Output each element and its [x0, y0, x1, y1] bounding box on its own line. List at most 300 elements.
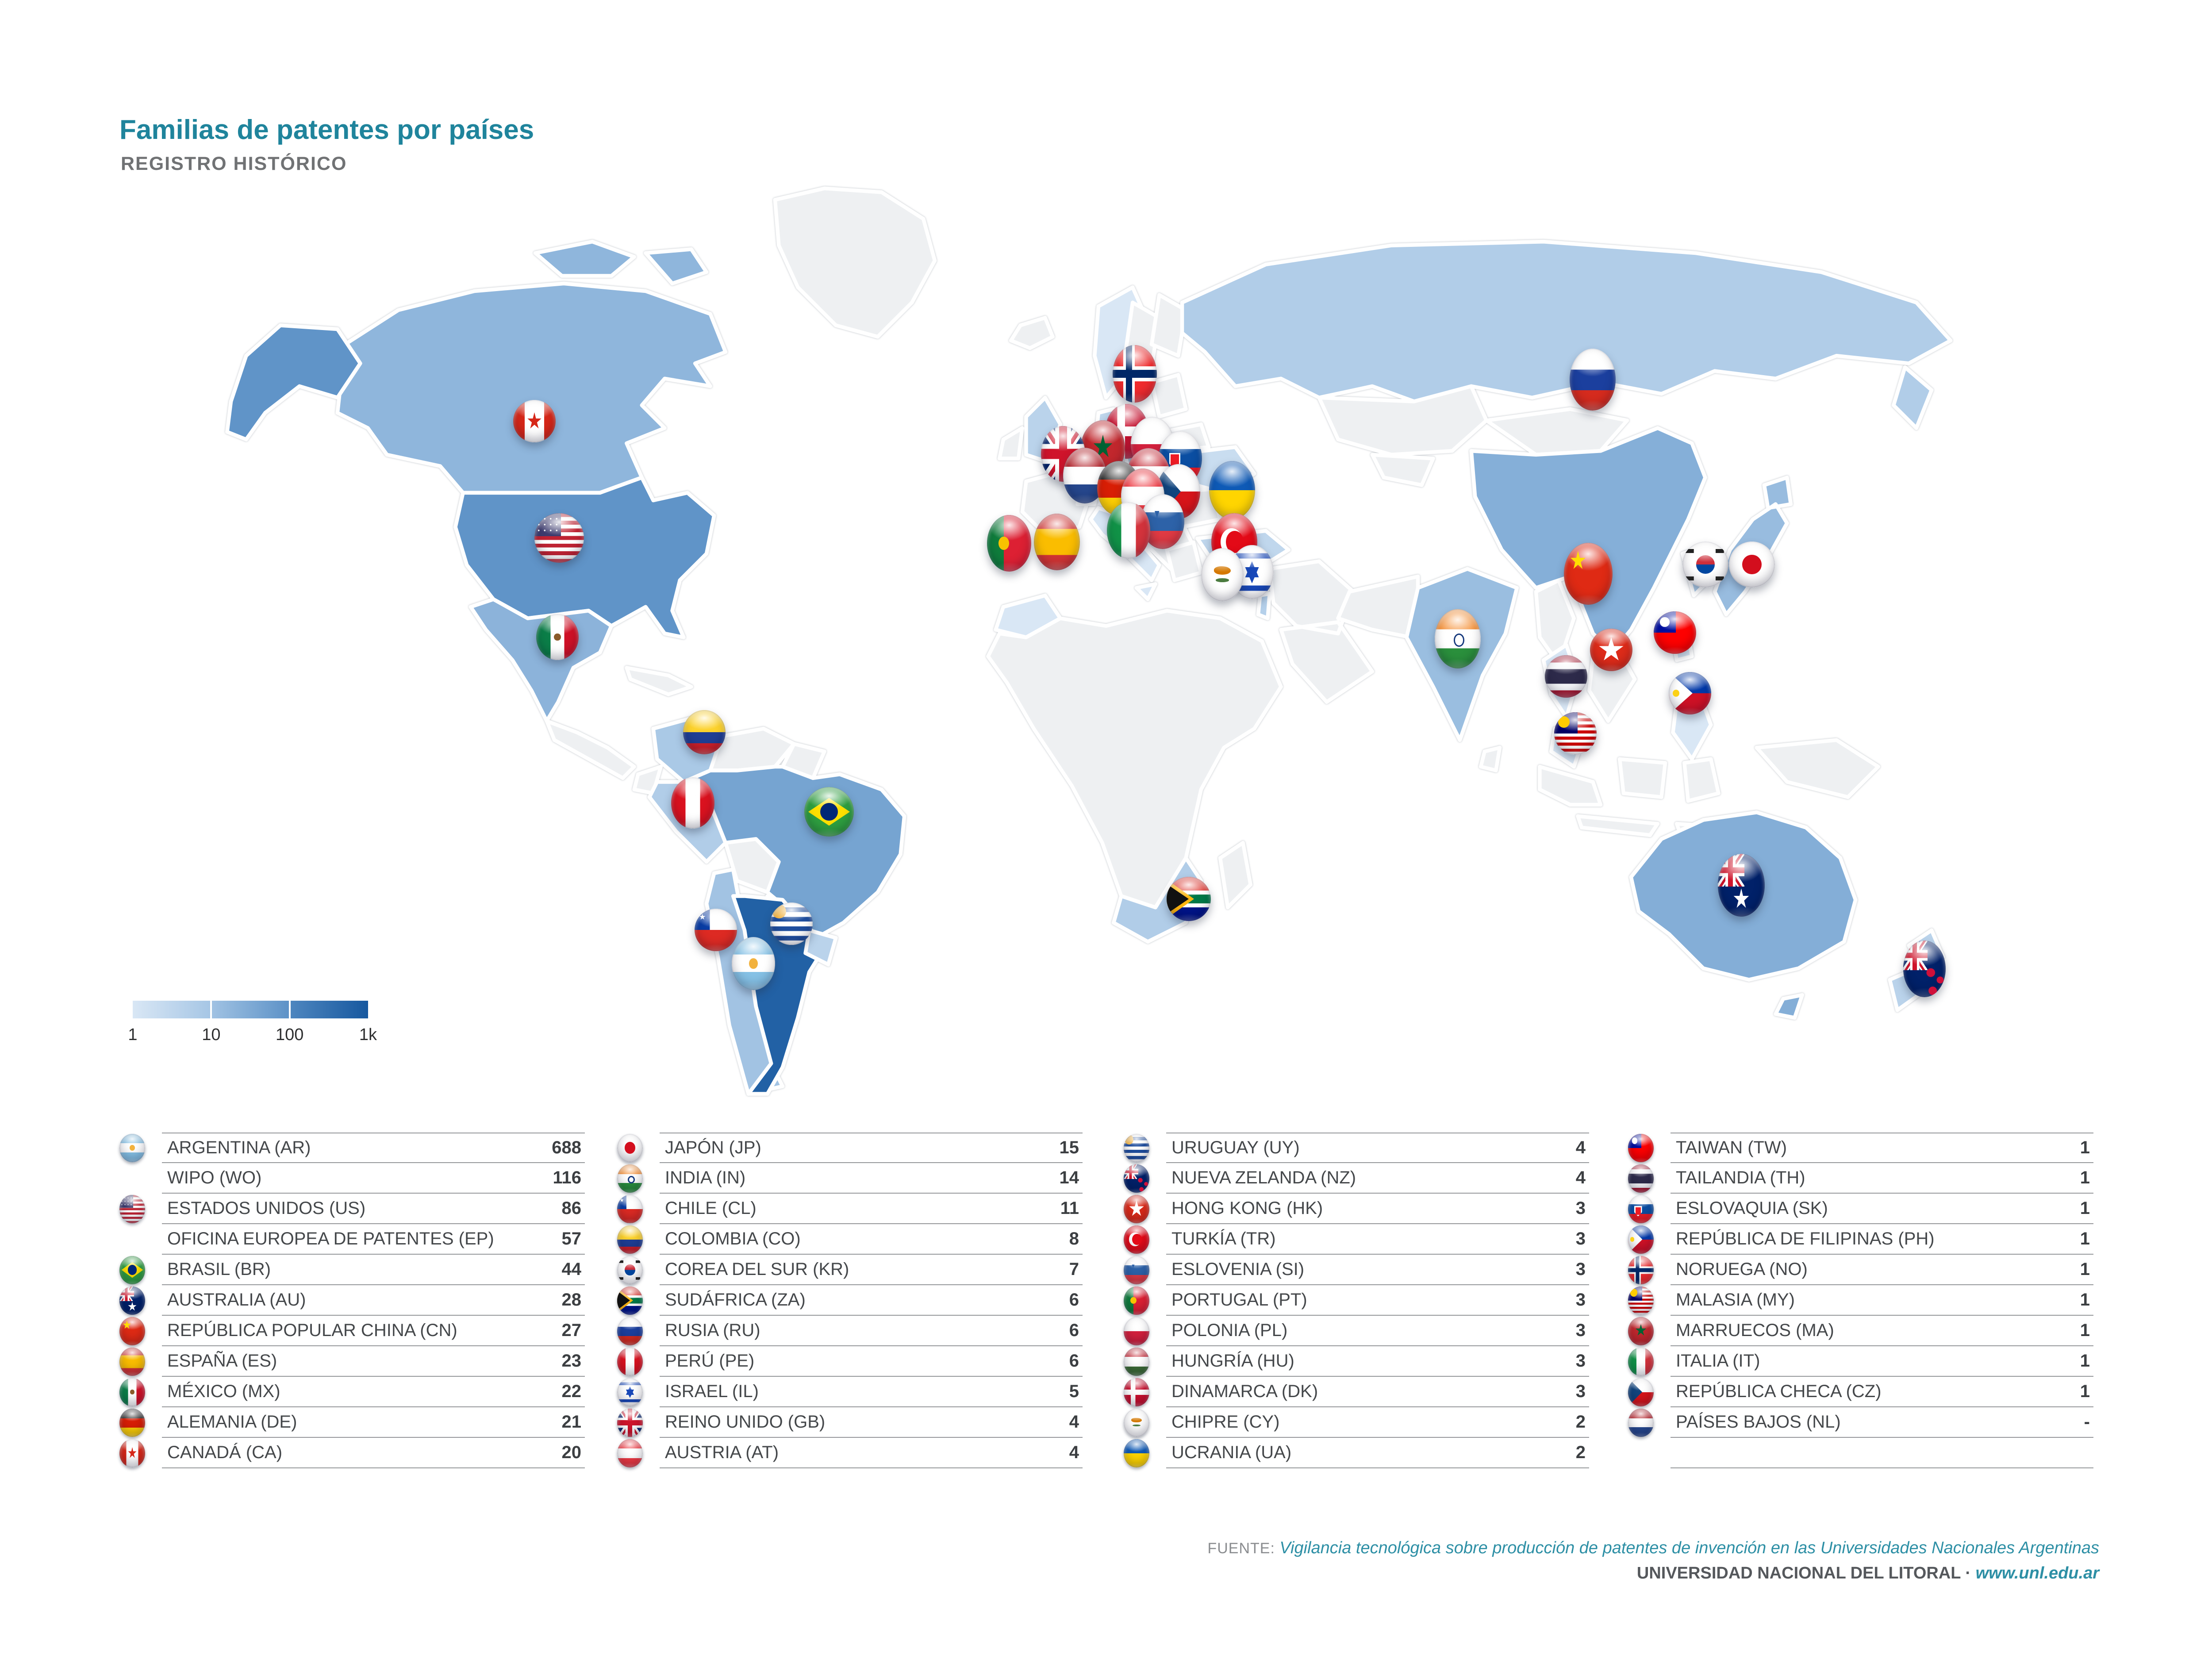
- ua-flag-icon: [1124, 1439, 1149, 1467]
- map-marker-ph: [1669, 672, 1711, 714]
- ph-flag-icon: [1628, 1225, 1654, 1254]
- map-marker-za: [1167, 877, 1211, 921]
- flag-cell: [1124, 1286, 1166, 1315]
- country-value: 1: [2080, 1168, 2090, 1187]
- cn-flag-icon: [119, 1317, 145, 1345]
- row-line: [162, 1316, 585, 1346]
- cz-flag-icon: [1628, 1378, 1654, 1406]
- union-jack-icon: [119, 1286, 134, 1301]
- flag-cell: [617, 1195, 660, 1223]
- country-name: PERÚ (PE): [665, 1351, 755, 1371]
- gloss-highlight: [617, 1348, 643, 1376]
- table-row: [617, 1346, 1083, 1377]
- table-row: [119, 1133, 585, 1163]
- flag-cell: [119, 1286, 162, 1315]
- flag-cell: [1628, 1409, 1671, 1437]
- gloss-highlight: [1682, 541, 1728, 588]
- table-row: [1628, 1255, 2093, 1285]
- flag-cell: [1124, 1256, 1166, 1284]
- country-name: NORUEGA (NO): [1676, 1260, 1808, 1279]
- th-flag-icon: [1545, 655, 1587, 698]
- table-column-3: [1124, 1133, 1589, 1468]
- ca-flag-icon: [119, 1439, 145, 1467]
- country-name: HUNGRÍA (HU): [1171, 1351, 1294, 1371]
- country-value: 3: [1575, 1382, 1586, 1401]
- country-name: ESTADOS UNIDOS (US): [167, 1198, 366, 1218]
- legend-tick-1k: 1k: [359, 1025, 377, 1044]
- country-name: AUSTRIA (AT): [665, 1443, 779, 1462]
- gloss-highlight: [1124, 1317, 1149, 1345]
- pl-flag-icon: [1124, 1317, 1149, 1345]
- table-row: [617, 1163, 1083, 1194]
- gloss-highlight: [1564, 543, 1613, 605]
- table-row: [1124, 1224, 1589, 1255]
- flag-cell: [1628, 1195, 1671, 1223]
- map-legend: [128, 1001, 377, 1048]
- my-flag-icon: [1628, 1286, 1654, 1315]
- tr-flag-icon: [1124, 1225, 1149, 1254]
- flag-cell: [617, 1286, 660, 1315]
- row-line: [1671, 1346, 2093, 1377]
- ca-flag-icon: [119, 1439, 145, 1467]
- gloss-highlight: [1628, 1286, 1654, 1315]
- country-name: OFICINA EUROPEA DE PATENTES (EP): [167, 1229, 494, 1248]
- in-flag-icon: [617, 1164, 643, 1193]
- map-marker-tw: [1654, 611, 1696, 654]
- sk-flag-icon: [1628, 1195, 1654, 1223]
- pt-flag-icon: [987, 515, 1031, 572]
- row-line: [1671, 1194, 2093, 1224]
- cn-flag-icon: [1564, 543, 1613, 605]
- map-marker-uy: [770, 902, 813, 945]
- row-line: [162, 1438, 585, 1468]
- gloss-highlight: [617, 1195, 643, 1223]
- table-row: [1628, 1194, 2093, 1224]
- gloss-highlight: [1628, 1225, 1654, 1254]
- au-flag-icon: [1718, 854, 1765, 917]
- country-value: 21: [561, 1412, 581, 1432]
- map-marker-my: [1554, 712, 1597, 755]
- gloss-highlight: [1729, 541, 1775, 588]
- kr-flag-icon: [617, 1256, 643, 1284]
- country-value: -: [2084, 1412, 2090, 1432]
- row-line: [660, 1255, 1083, 1285]
- table-row: [1628, 1224, 2093, 1255]
- table-row: [119, 1377, 585, 1407]
- website-link[interactable]: www.unl.edu.ar: [1975, 1564, 2099, 1582]
- si-flag-icon: [1124, 1256, 1149, 1284]
- mx-flag-icon: [119, 1378, 145, 1406]
- country-mx: [471, 599, 611, 721]
- row-line: [1166, 1316, 1589, 1346]
- table-row: [617, 1377, 1083, 1407]
- za-flag-icon: [1167, 877, 1211, 921]
- gloss-highlight: [1628, 1317, 1654, 1345]
- br-flag-icon: [119, 1256, 145, 1284]
- gloss-highlight: [617, 1409, 643, 1437]
- row-line: [660, 1133, 1083, 1163]
- gloss-highlight: [1124, 1134, 1149, 1162]
- hu-flag-icon: [1124, 1348, 1149, 1376]
- gloss-highlight: [1124, 1195, 1149, 1223]
- map-marker-us: [534, 513, 584, 563]
- country-value: 1: [2080, 1229, 2090, 1248]
- row-line: [162, 1377, 585, 1407]
- gloss-highlight: [1545, 655, 1587, 698]
- country-value: 7: [1069, 1260, 1079, 1279]
- tr-flag-icon: [1124, 1225, 1149, 1254]
- page-title: Familias de patentes por países: [119, 115, 534, 145]
- flag-cell: [617, 1439, 660, 1467]
- table-row: [119, 1407, 585, 1438]
- cn-flag-icon: [119, 1317, 145, 1345]
- ru-flag-icon: [1570, 349, 1616, 411]
- in-flag-icon: [617, 1164, 643, 1193]
- mx-flag-icon: [536, 614, 579, 660]
- flag-cell: [119, 1409, 162, 1437]
- legend-gradient-bar: [133, 1001, 368, 1018]
- country-value: 116: [553, 1168, 581, 1187]
- country-value: 1: [2080, 1382, 2090, 1401]
- my-flag-icon: [1554, 712, 1597, 755]
- map-marker-nz: [1903, 941, 1946, 997]
- country-name: UCRANIA (UA): [1171, 1443, 1292, 1462]
- hk-flag-icon: [1590, 629, 1632, 671]
- gloss-highlight: [513, 400, 556, 442]
- legend-segment-mid: [212, 1001, 289, 1018]
- row-line: [1671, 1438, 2093, 1468]
- gloss-highlight: [536, 614, 579, 660]
- gloss-highlight: [683, 710, 726, 754]
- country-value: 23: [561, 1351, 581, 1371]
- co-flag-icon: [617, 1225, 643, 1254]
- row-line: [162, 1163, 585, 1194]
- row-line: [1671, 1224, 2093, 1255]
- row-line: [660, 1438, 1083, 1468]
- flag-cell: [617, 1256, 660, 1284]
- country-value: 1: [2080, 1290, 2090, 1310]
- legend-tick-100: 100: [275, 1025, 304, 1044]
- country-value: 15: [1059, 1138, 1079, 1157]
- gloss-highlight: [1124, 1225, 1149, 1254]
- landmass-newguinea: [1757, 740, 1878, 797]
- br-flag-icon: [804, 787, 854, 837]
- country-ca: [338, 242, 726, 493]
- landmass-kazakh: [1319, 386, 1486, 485]
- footer: [1207, 1539, 2099, 1583]
- table-row: [119, 1163, 585, 1194]
- country-name: BRASIL (BR): [167, 1260, 271, 1279]
- gloss-highlight: [1628, 1134, 1654, 1162]
- row-line: [660, 1163, 1083, 1194]
- table-row: [119, 1285, 585, 1316]
- us-flag-icon: [119, 1195, 145, 1223]
- row-line: [162, 1346, 585, 1377]
- gloss-highlight: [1669, 672, 1711, 714]
- ua-flag-icon: [1209, 461, 1255, 519]
- cz-flag-icon: [1628, 1378, 1654, 1406]
- country-name: ESLOVAQUIA (SK): [1676, 1198, 1828, 1218]
- pe-flag-icon: [671, 777, 714, 829]
- country-name: REPÚBLICA CHECA (CZ): [1676, 1382, 1882, 1401]
- gloss-highlight: [617, 1439, 643, 1467]
- sk-flag-icon: [1628, 1195, 1654, 1223]
- gloss-highlight: [617, 1317, 643, 1345]
- flag-cell: [617, 1348, 660, 1376]
- source-text: Vigilancia tecnológica sobre producción de patentes de invención en las Universidades Nacionales Argentinas: [1279, 1539, 2099, 1557]
- table-row: [119, 1316, 585, 1346]
- map-marker-pe: [671, 777, 714, 829]
- gloss-highlight: [119, 1439, 145, 1467]
- uy-flag-icon: [1124, 1134, 1149, 1162]
- flag-cell: [1628, 1348, 1671, 1376]
- table-row: [1628, 1377, 2093, 1407]
- ph-flag-icon: [1628, 1225, 1654, 1254]
- country-us-alaska: [227, 325, 360, 439]
- gloss-highlight: [1590, 629, 1632, 671]
- kr-flag-icon: [617, 1256, 643, 1284]
- cl-flag-icon: [617, 1195, 643, 1223]
- flag-cell: [1124, 1317, 1166, 1345]
- gb-flag-icon: [617, 1409, 643, 1437]
- row-line: [660, 1346, 1083, 1377]
- country-value: 1: [2080, 1198, 2090, 1218]
- flag-cell: [1628, 1164, 1671, 1193]
- map-marker-hk: [1590, 629, 1632, 671]
- country-name: MALASIA (MY): [1676, 1290, 1795, 1310]
- ma-flag-icon: [1628, 1317, 1654, 1345]
- country-name: INDIA (IN): [665, 1168, 746, 1187]
- country-value: 8: [1069, 1229, 1079, 1248]
- legend-segment-high: [291, 1001, 368, 1018]
- country-value: 4: [1069, 1443, 1079, 1462]
- il-flag-icon: [617, 1378, 643, 1406]
- landmass-baltics: [1152, 375, 1186, 417]
- map-marker-ru: [1570, 349, 1616, 411]
- landmass-srilanka: [1481, 748, 1500, 771]
- table-row: [119, 1438, 585, 1468]
- flag-cell: [119, 1439, 162, 1467]
- dk-flag-icon: [1124, 1378, 1149, 1406]
- es-flag-icon: [119, 1348, 145, 1376]
- country-value: 57: [561, 1229, 581, 1248]
- country-name: ESLOVENIA (SI): [1171, 1260, 1305, 1279]
- cy-flag-icon: [1124, 1409, 1149, 1437]
- table-row: [1628, 1346, 2093, 1377]
- table-row: [617, 1224, 1083, 1255]
- country-name: CHILE (CL): [665, 1198, 757, 1218]
- table-row: [617, 1285, 1083, 1316]
- country-value: 2: [1575, 1412, 1586, 1432]
- row-line: [162, 1285, 585, 1316]
- country-value: 3: [1575, 1260, 1586, 1279]
- country-value: 4: [1069, 1412, 1079, 1432]
- country-name: POLONIA (PL): [1171, 1321, 1288, 1340]
- gloss-highlight: [1435, 609, 1481, 668]
- row-line: [660, 1194, 1083, 1224]
- ma-flag-icon: [1628, 1317, 1654, 1345]
- uy-flag-icon: [1124, 1134, 1149, 1162]
- legend-ticks: [128, 1025, 377, 1048]
- gloss-highlight: [1124, 1378, 1149, 1406]
- country-name: CHIPRE (CY): [1171, 1412, 1280, 1432]
- pe-flag-icon: [617, 1348, 643, 1376]
- it-flag-icon: [1628, 1348, 1654, 1376]
- table-row: [1124, 1255, 1589, 1285]
- table-row: [1628, 1285, 2093, 1316]
- gloss-highlight: [1167, 877, 1211, 921]
- row-line: [1166, 1285, 1589, 1316]
- country-value: 3: [1575, 1321, 1586, 1340]
- gloss-highlight: [119, 1409, 145, 1437]
- row-line: [660, 1407, 1083, 1438]
- page-subtitle: REGISTRO HISTÓRICO: [121, 153, 347, 174]
- table-row: [617, 1316, 1083, 1346]
- organization-name: UNIVERSIDAD NACIONAL DEL LITORAL: [1636, 1564, 1961, 1582]
- country-name: MARRUECOS (MA): [1676, 1321, 1834, 1340]
- row-line: [660, 1224, 1083, 1255]
- us-flag-icon: [534, 513, 584, 563]
- country-name: ALEMANIA (DE): [167, 1412, 297, 1432]
- row-line: [1166, 1194, 1589, 1224]
- flag-cell: [1124, 1195, 1166, 1223]
- flag-cell: [1124, 1409, 1166, 1437]
- cl-flag-icon: [617, 1195, 643, 1223]
- table-row: [1124, 1377, 1589, 1407]
- map-marker-au: [1718, 854, 1765, 917]
- br-flag-icon: [119, 1256, 145, 1284]
- gloss-highlight: [1201, 548, 1244, 601]
- table-row: [1628, 1407, 2093, 1438]
- gloss-highlight: [1124, 1439, 1149, 1467]
- country-name: TURKÍA (TR): [1171, 1229, 1276, 1248]
- ar-flag-icon: [119, 1134, 145, 1162]
- flag-cell: [119, 1134, 162, 1162]
- gloss-highlight: [1124, 1256, 1149, 1284]
- flag-cell: [119, 1348, 162, 1376]
- flag-cell: [1628, 1256, 1671, 1284]
- table-row: [1124, 1346, 1589, 1377]
- table-row: [1124, 1438, 1589, 1468]
- ru-flag-icon: [617, 1317, 643, 1345]
- ua-flag-icon: [1124, 1439, 1149, 1467]
- source-line: [1207, 1539, 2099, 1558]
- mx-flag-icon: [119, 1378, 145, 1406]
- country-name: MÉXICO (MX): [167, 1382, 280, 1401]
- landmass-madagascar: [1220, 843, 1251, 907]
- country-value: 4: [1575, 1168, 1586, 1187]
- country-name: COLOMBIA (CO): [665, 1229, 801, 1248]
- it-flag-icon: [1628, 1348, 1654, 1376]
- country-value: 3: [1575, 1229, 1586, 1248]
- map-marker-kr: [1682, 541, 1728, 588]
- jp-flag-icon: [617, 1134, 643, 1162]
- row-line: [162, 1255, 585, 1285]
- no-flag-icon: [1113, 345, 1157, 403]
- row-line: [1166, 1407, 1589, 1438]
- separator-dot: ·: [1960, 1564, 1976, 1582]
- row-line: [1166, 1133, 1589, 1163]
- map-marker-ua: [1209, 461, 1255, 519]
- hu-flag-icon: [1124, 1348, 1149, 1376]
- flag-cell: [1124, 1225, 1166, 1254]
- row-line: [1671, 1255, 2093, 1285]
- gb-flag-icon: [617, 1409, 643, 1437]
- country-value: 27: [561, 1321, 581, 1340]
- pt-flag-icon: [1124, 1286, 1149, 1315]
- tw-flag-icon: [1654, 611, 1696, 654]
- tw-flag-icon: [1628, 1134, 1654, 1162]
- gloss-highlight: [1654, 611, 1696, 654]
- country-ru: [1182, 242, 1951, 428]
- table-row: [119, 1255, 585, 1285]
- map-marker-br: [804, 787, 854, 837]
- at-flag-icon: [617, 1439, 643, 1467]
- gloss-highlight: [1628, 1195, 1654, 1223]
- uy-flag-icon: [770, 902, 813, 945]
- gloss-highlight: [617, 1134, 643, 1162]
- map-marker-co: [683, 710, 726, 754]
- country-value: 2: [1575, 1443, 1586, 1462]
- country-name: JAPÓN (JP): [665, 1138, 761, 1157]
- table-row: [119, 1346, 585, 1377]
- landmass-greece: [1167, 542, 1201, 580]
- map-marker-cn: [1564, 543, 1613, 605]
- map-marker-th: [1545, 655, 1587, 698]
- country-value: 1: [2080, 1138, 2090, 1157]
- landmass-ireland: [999, 428, 1022, 459]
- kr-flag-icon: [1682, 541, 1728, 588]
- row-line: [660, 1377, 1083, 1407]
- flag-cell: [617, 1317, 660, 1345]
- country-value: 3: [1575, 1290, 1586, 1310]
- nz-flag-icon: [1124, 1164, 1149, 1193]
- co-flag-icon: [617, 1225, 643, 1254]
- row-line: [1166, 1438, 1589, 1468]
- country-value: 20: [561, 1443, 581, 1462]
- hk-flag-icon: [1124, 1195, 1149, 1223]
- table-row: [1124, 1316, 1589, 1346]
- th-flag-icon: [1628, 1164, 1654, 1193]
- row-line: [1166, 1255, 1589, 1285]
- flag-cell: [617, 1134, 660, 1162]
- ar-flag-icon: [119, 1134, 145, 1162]
- table-row: [1124, 1133, 1589, 1163]
- flag-cell: [1124, 1164, 1166, 1193]
- gloss-highlight: [1628, 1378, 1654, 1406]
- map-marker-ca: [513, 400, 556, 442]
- flag-cell: [617, 1164, 660, 1193]
- jp-flag-icon: [617, 1134, 643, 1162]
- row-line: [1671, 1407, 2093, 1438]
- gloss-highlight: [732, 937, 775, 990]
- country-name: REPÚBLICA POPULAR CHINA (CN): [167, 1321, 457, 1340]
- country-name: ARGENTINA (AR): [167, 1138, 311, 1157]
- tw-flag-icon: [1628, 1134, 1654, 1162]
- row-line: [1671, 1163, 2093, 1194]
- gloss-highlight: [987, 515, 1031, 572]
- row-line: [1671, 1133, 2093, 1163]
- no-flag-icon: [1628, 1256, 1654, 1284]
- flag-cell: [1628, 1286, 1671, 1315]
- ca-flag-icon: [513, 400, 556, 442]
- country-name: SUDÁFRICA (ZA): [665, 1290, 806, 1310]
- ph-flag-icon: [1669, 672, 1711, 714]
- country-value: 1: [2080, 1351, 2090, 1371]
- country-value: 28: [561, 1290, 581, 1310]
- country-name: RUSIA (RU): [665, 1321, 760, 1340]
- country-value: 11: [1060, 1198, 1079, 1218]
